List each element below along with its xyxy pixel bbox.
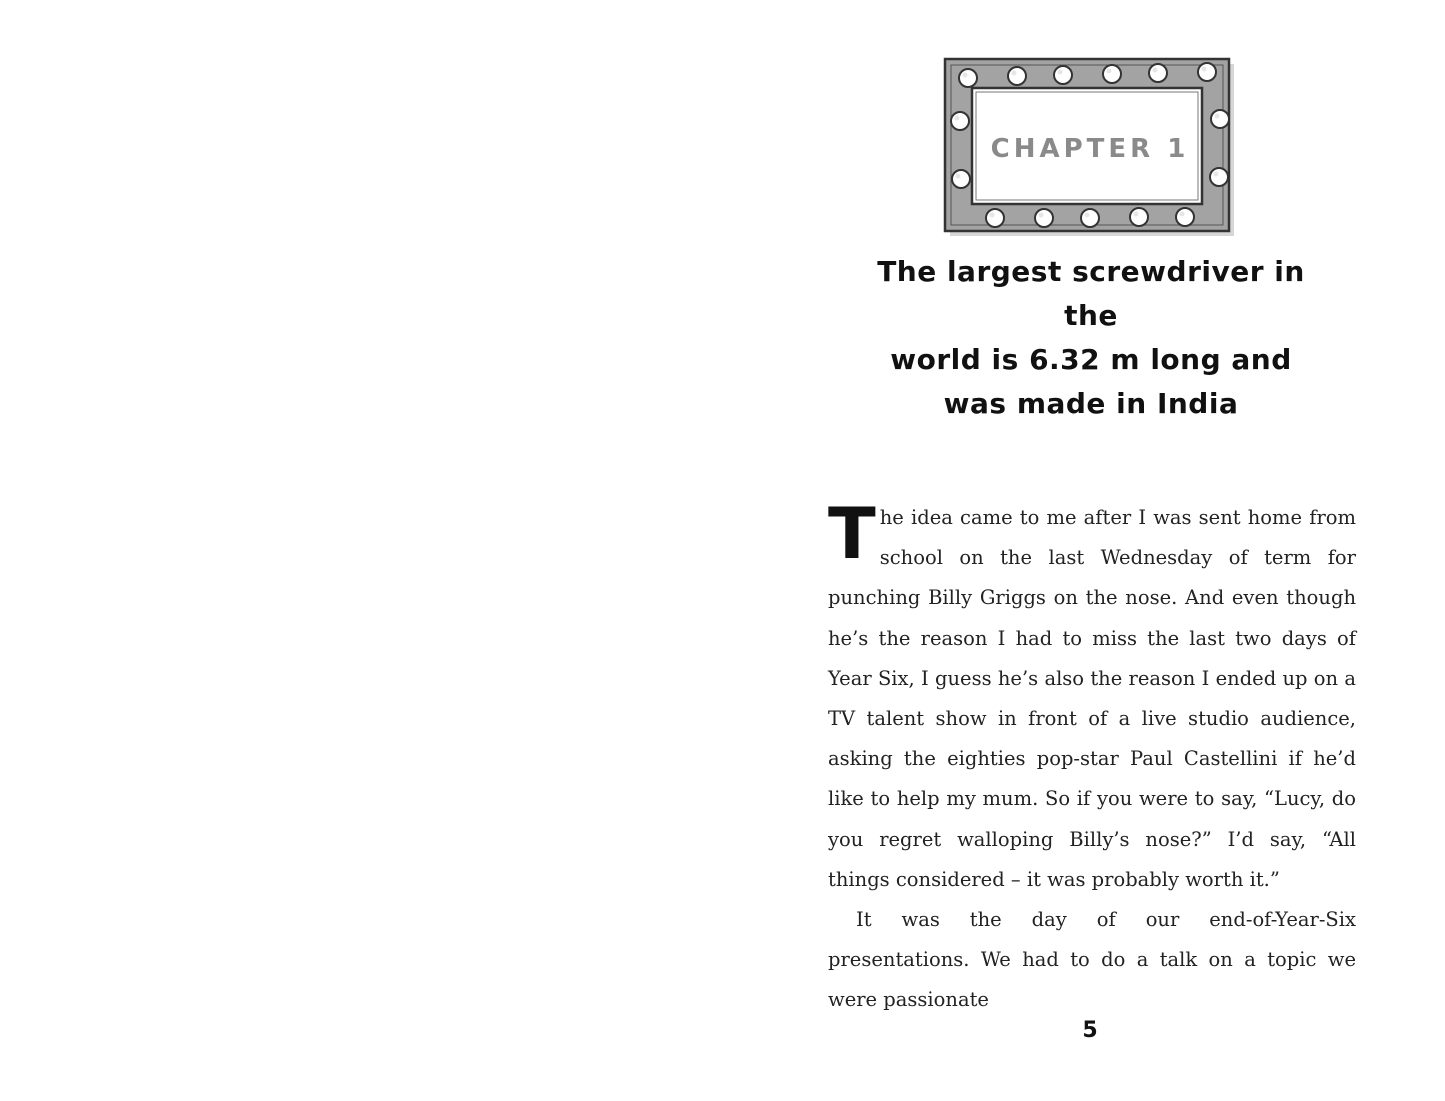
chapter-title-line-3: was made in India xyxy=(943,387,1239,420)
chapter-title-line-2: world is 6.32 m long and xyxy=(890,343,1292,376)
chapter-number-label: CHAPTER 1 xyxy=(990,134,1190,164)
chapter-title xyxy=(846,250,1336,426)
page-number: 5 xyxy=(1082,1018,1098,1043)
left-page-blank xyxy=(0,0,722,1101)
chapter-title-line-1: The largest screwdriver in the xyxy=(877,255,1305,332)
body-paragraph-1 xyxy=(828,493,1356,900)
body-paragraph-1-text: he idea came to me after I was sent home from school on the last Wednesday of term for punching Billy Griggs on the nose. And even though he’s the reason I had to miss the last two days of Year Six, I guess he’s also the reason I ended up on a TV talent show in front of a live studio audience, asking the eighties pop-star Paul Castellini if he’d like to help my mum. So if you were to say, “Lucy, do you regret walloping Billy’s nose?” I’d say, “All things considered – it was probably worth it.” xyxy=(828,506,1356,891)
chapter-body-text xyxy=(828,493,1356,1021)
body-paragraph-2: It was the day of our end-of-Year-Six presentations. We had to do a talk on a topic we were passionate xyxy=(828,908,1356,1012)
drop-cap-letter: T xyxy=(828,493,876,575)
